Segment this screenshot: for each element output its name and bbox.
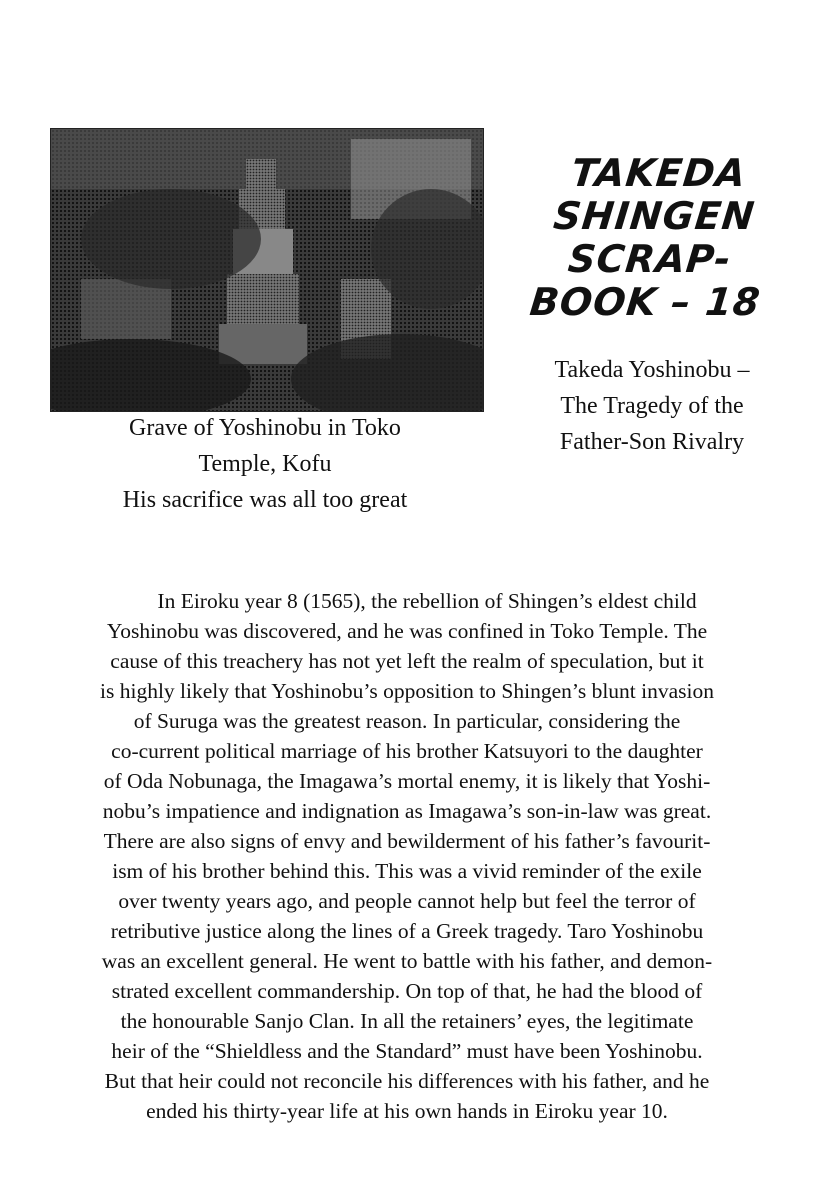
- body-line: over twenty years ago, and people cannot help but feel the terror of: [118, 889, 696, 913]
- body-line: There are also signs of envy and bewilderment of his father’s favourit-: [103, 829, 711, 853]
- article-subtitle: [492, 352, 812, 460]
- article-body: [10, 586, 804, 1126]
- body-line: cause of this treachery has not yet left the realm of speculation, but it: [110, 649, 704, 673]
- body-line: is highly likely that Yoshinobu’s opposition to Shingen’s blunt invasion: [100, 679, 714, 703]
- scrapbook-title: [493, 152, 811, 324]
- body-line: In Eiroku year 8 (1565), the rebellion of Shingen’s eldest child: [157, 589, 697, 613]
- body-line: ended his thirty-year life at his own hands in Eiroku year 10.: [146, 1099, 668, 1123]
- grave-photo: [50, 128, 484, 412]
- title-line-4: BOOK – 18: [527, 280, 763, 324]
- photo-caption: [40, 410, 490, 518]
- title-line-2: SHINGEN: [551, 194, 758, 238]
- body-line: ism of his brother behind this. This was a vivid reminder of the exile: [112, 859, 702, 883]
- subtitle-line-3: Father-Son Rivalry: [559, 429, 745, 455]
- body-line: of Suruga was the greatest reason. In particular, considering the: [133, 709, 681, 733]
- body-line: co-current political marriage of his brother Katsuyori to the daughter: [111, 739, 703, 763]
- body-line: But that heir could not reconcile his differences with his father, and he: [104, 1069, 710, 1093]
- caption-line-2: Temple, Kofu: [198, 451, 332, 477]
- subtitle-line-1: Takeda Yoshinobu –: [554, 357, 750, 383]
- subtitle-line-2: The Tragedy of the: [560, 393, 744, 419]
- body-line: retributive justice along the lines of a Greek tragedy. Taro Yoshinobu: [110, 919, 704, 943]
- body-line: strated excellent commandership. On top of that, he had the blood of: [111, 979, 703, 1003]
- title-line-1: TAKEDA: [569, 151, 749, 195]
- grave-photo-image: [51, 129, 483, 411]
- caption-line-3: His sacrifice was all too great: [122, 487, 408, 513]
- body-line: of Oda Nobunaga, the Imagawa’s mortal enemy, it is likely that Yoshi-: [103, 769, 711, 793]
- body-line: was an excellent general. He went to battle with his father, and demon-: [101, 949, 713, 973]
- body-line: nobu’s impatience and indignation as Imagawa’s son-in-law was great.: [102, 799, 712, 823]
- body-line: Yoshinobu was discovered, and he was confined in Toko Temple. The: [106, 619, 708, 643]
- caption-line-1: Grave of Yoshinobu in Toko: [129, 415, 401, 441]
- body-line: the honourable Sanjo Clan. In all the retainers’ eyes, the legitimate: [120, 1009, 694, 1033]
- body-line: heir of the “Shieldless and the Standard” must have been Yoshinobu.: [111, 1039, 703, 1063]
- title-line-3: SCRAP-: [566, 237, 734, 281]
